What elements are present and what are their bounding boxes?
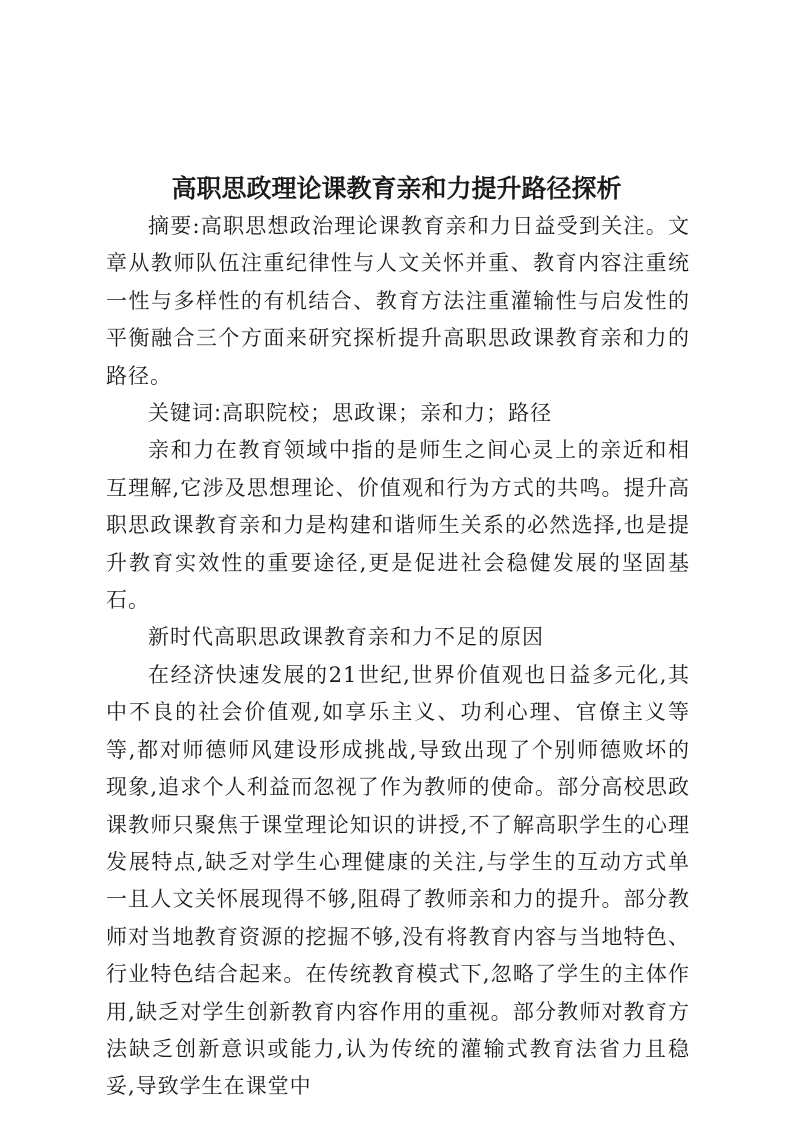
document-title: 高职思政理论课教育亲和力提升路径探析 bbox=[171, 173, 622, 203]
keywords-line: 关键词:高职院校；思政课；亲和力；路径 bbox=[148, 401, 553, 426]
abstract-paragraph: 摘要:高职思想政治理论课教育亲和力日益受到关注。文章从教师队伍注重纪律性与人文关怀并重、教育内容注重统一性与多样性的有机结合、教育方法注重灌输性与启发性的平衡融合三个方面来研究探析提升高职思政课教育亲和力的路径。 bbox=[106, 214, 690, 388]
section-paragraph: 在经济快速发展的21世纪,世界价值观也日益多元化,其中不良的社会价值观,如享乐主义、功利心理、官僚主义等等,都对师德师风建设形成挑战,导致出现了个别师德败坏的现象,追求个人利益而忽视了作为教师的使命。部分高校思政课教师只聚焦于课堂理论知识的讲授,不了解高职学生的心理发展特点,缺乏对学生心理健康的关注,与学生的互动方式单一且人文关怀展现得不够,阻碍了教师亲和力的提升。部分教师对当地教育资源的挖掘不够,没有将教育内容与当地特色、行业特色结合起来。在传统教育模式下,忽略了学生的主体作用,缺乏对学生创新教育内容作用的重视。部分教师对教育方法缺乏创新意识或能力,认为传统的灌输式教育法省力且稳妥,导致学生在课堂中 bbox=[106, 662, 690, 1099]
section-heading: 新时代高职思政课教育亲和力不足的原因 bbox=[148, 625, 544, 650]
intro-paragraph: 亲和力在教育领域中指的是师生之间心灵上的亲近和相互理解,它涉及思想理论、价值观和行为方式的共鸣。提升高职思政课教育亲和力是构建和谐师生关系的必然选择,也是提升教育实效性的重要途径,更是促进社会稳健发展的坚固基石。 bbox=[106, 438, 690, 613]
document-body bbox=[106, 208, 690, 1106]
